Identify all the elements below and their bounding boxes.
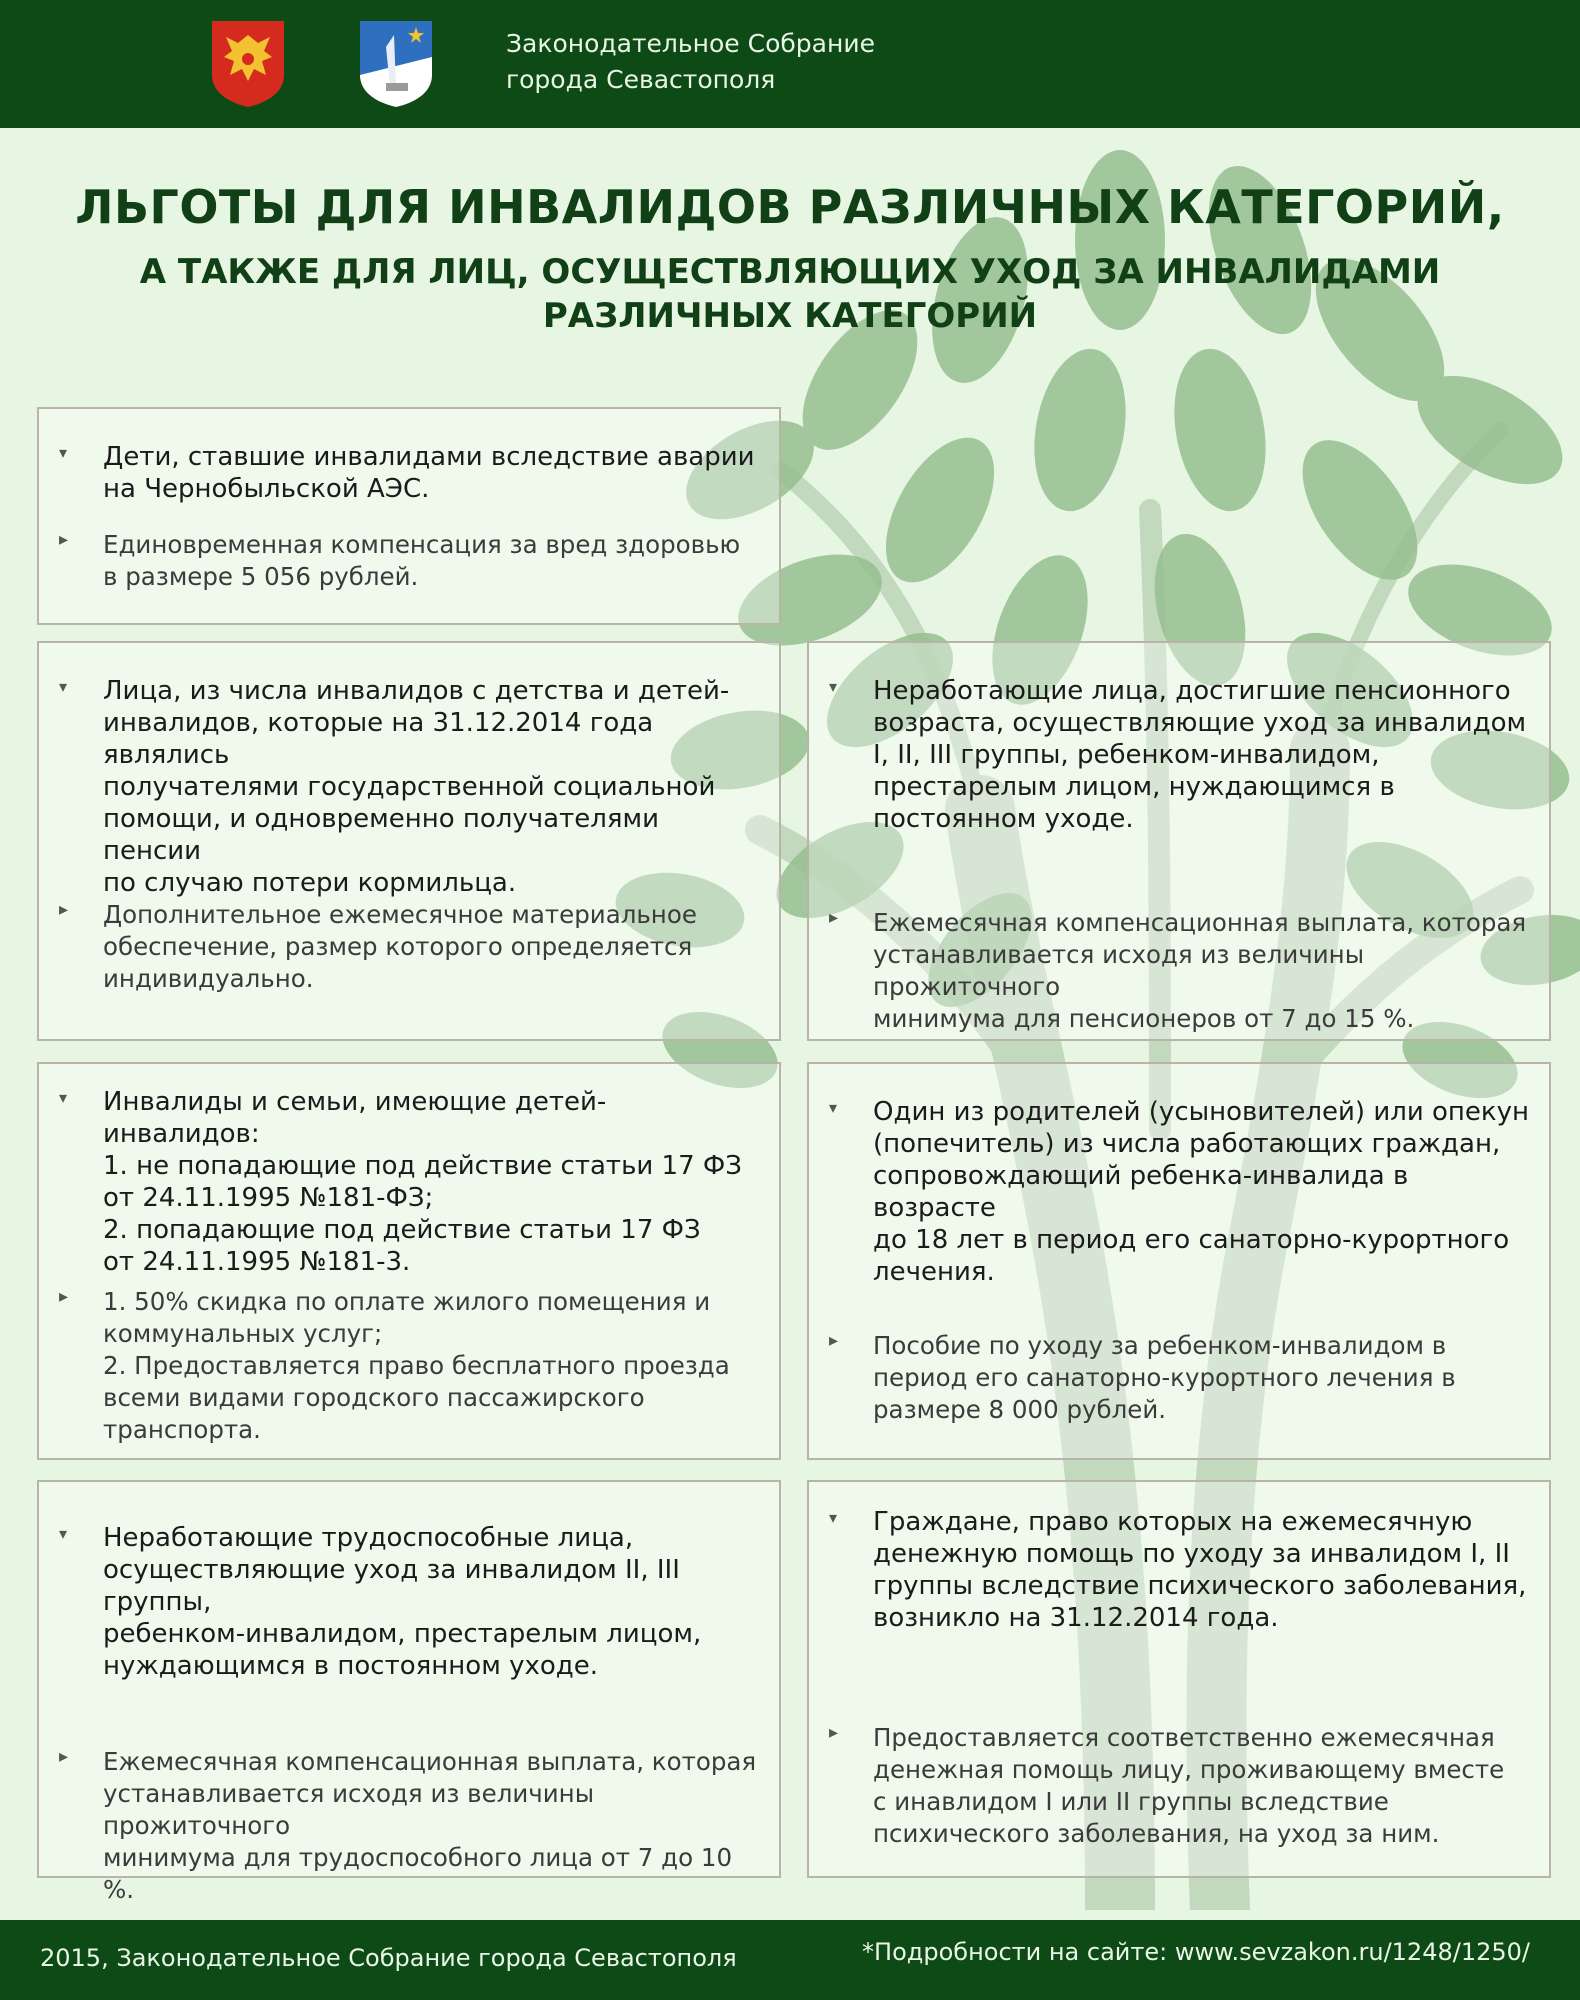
organization-name: Законодательное Собрание города Севастополя: [506, 29, 875, 94]
chevron-down-icon: ▾: [59, 677, 68, 696]
card-benefit: ▸ Единовременная компенсация за вред здоровью в размере 5 056 рублей.: [59, 529, 741, 591]
benefit-card-working-age-carers: [37, 1480, 781, 1904]
footer-copyright: 2015, Законодательное Собрание города Севастополя: [40, 1944, 737, 1972]
triangle-right-icon: ▸: [829, 1722, 839, 1743]
card-benefit: ▸ Предоставляется соответственно ежемесячная денежная помощь лицу, проживающему вместе с инавлидом I или II группы вследствие психического заболевания, на уход за ним.: [829, 1722, 1505, 1848]
card-benefit: ▸ Ежемесячная компенсационная выплата, которая устанавливается исходя из величины прожиточного минимума для пенсионеров от 7 до 15 %.: [829, 907, 1527, 1033]
chevron-down-icon: ▾: [59, 1524, 68, 1543]
sevastopol-coat-of-arms-icon: [356, 17, 436, 109]
card-heading: ▾ Инвалиды и семьи, имеющие детей-инвалидов: 1. не попадающие под действие статьи 17 ФЗ от 24.11.1995 №181-ФЗ; 2. попадающие под действие статьи 17 ФЗ от 24.11.1995 №181-3.: [59, 1087, 742, 1277]
benefit-card-mental-illness: [807, 1480, 1551, 1878]
card-benefit: ▸ Дополнительное ежемесячное материальное обеспечение, размер которого определяется индивидуально.: [59, 899, 697, 993]
triangle-right-icon: ▸: [59, 1286, 69, 1307]
benefit-card-childhood-disabled: [37, 641, 781, 1041]
page-title: ЛЬГОТЫ ДЛЯ ИНВАЛИДОВ РАЗЛИЧНЫХ КАТЕГОРИЙ,: [75, 180, 1505, 234]
chevron-down-icon: ▾: [829, 1508, 838, 1527]
triangle-right-icon: ▸: [59, 899, 69, 920]
chevron-down-icon: ▾: [829, 677, 838, 696]
card-heading: ▾ Неработающие трудоспособные лица, осуществляющие уход за инвалидом II, III группы, ребенком-инвалидом, престарелым лицом, нуждающимся в постоянном уходе.: [59, 1523, 702, 1681]
card-benefit: ▸ Пособие по уходу за ребенком-инвалидом в период его санаторно-курортного лечения в размере 8 000 рублей.: [829, 1330, 1456, 1424]
triangle-right-icon: ▸: [59, 1746, 69, 1767]
benefit-card-families: [37, 1062, 781, 1460]
card-benefit: ▸ 1. 50% скидка по оплате жилого помещения и коммунальных услуг; 2. Предоставляется право бесплатного проезда всеми видами городского пассажирского транспорта.: [59, 1286, 730, 1444]
benefit-card-pensioner-carers: [807, 641, 1551, 1041]
chevron-down-icon: ▾: [59, 443, 68, 462]
card-benefit: ▸ Ежемесячная компенсационная выплата, которая устанавливается исходя из величины прожиточного минимума для трудоспособного лица от 7 до 10 %.: [59, 1746, 757, 1904]
card-heading: ▾ Один из родителей (усыновителей) или опекун (попечитель) из числа работающих граждан, сопровождающий ребенка-инвалида в возрасте до 18 лет в период его санаторно-курортного лечения.: [829, 1097, 1530, 1287]
benefit-card-sanatorium-parent: [807, 1062, 1551, 1460]
triangle-right-icon: ▸: [59, 529, 69, 550]
russia-coat-of-arms-icon: [208, 17, 288, 109]
triangle-right-icon: ▸: [829, 907, 839, 928]
chevron-down-icon: ▾: [829, 1098, 838, 1117]
footer-bar: [0, 1920, 1580, 2000]
footer-website-link[interactable]: *Подробности на сайте: www.sevzakon.ru/1248/1250/: [862, 1938, 1530, 1966]
card-heading: ▾ Граждане, право которых на ежемесячную денежную помощь по уходу за инвалидом I, II группы вследствие психического заболевания, возникло на 31.12.2014 года.: [829, 1507, 1527, 1633]
triangle-right-icon: ▸: [829, 1330, 839, 1351]
card-heading: ▾ Лица, из числа инвалидов с детства и детей- инвалидов, которые на 31.12.2014 года являлись получателями государственной социальной помощи, и одновременно получателями пенсии по случаю потери кормильца.: [59, 676, 730, 898]
benefit-card-chernobyl: [37, 407, 781, 625]
card-heading: ▾ Дети, ставшие инвалидами вследствие аварии на Чернобыльской АЭС.: [59, 442, 755, 504]
card-heading: ▾ Неработающие лица, достигшие пенсионного возраста, осуществляющие уход за инвалидом I, II, III группы, ребенком-инвалидом, престарелым лицом, нуждающимся в постоянном уходе.: [829, 676, 1527, 834]
header-bar: [0, 0, 1580, 128]
chevron-down-icon: ▾: [59, 1088, 68, 1107]
page-subtitle: А ТАКЖЕ ДЛЯ ЛИЦ, ОСУЩЕСТВЛЯЮЩИХ УХОД ЗА ИНВАЛИДАМИ РАЗЛИЧНЫХ КАТЕГОРИЙ: [139, 252, 1441, 336]
